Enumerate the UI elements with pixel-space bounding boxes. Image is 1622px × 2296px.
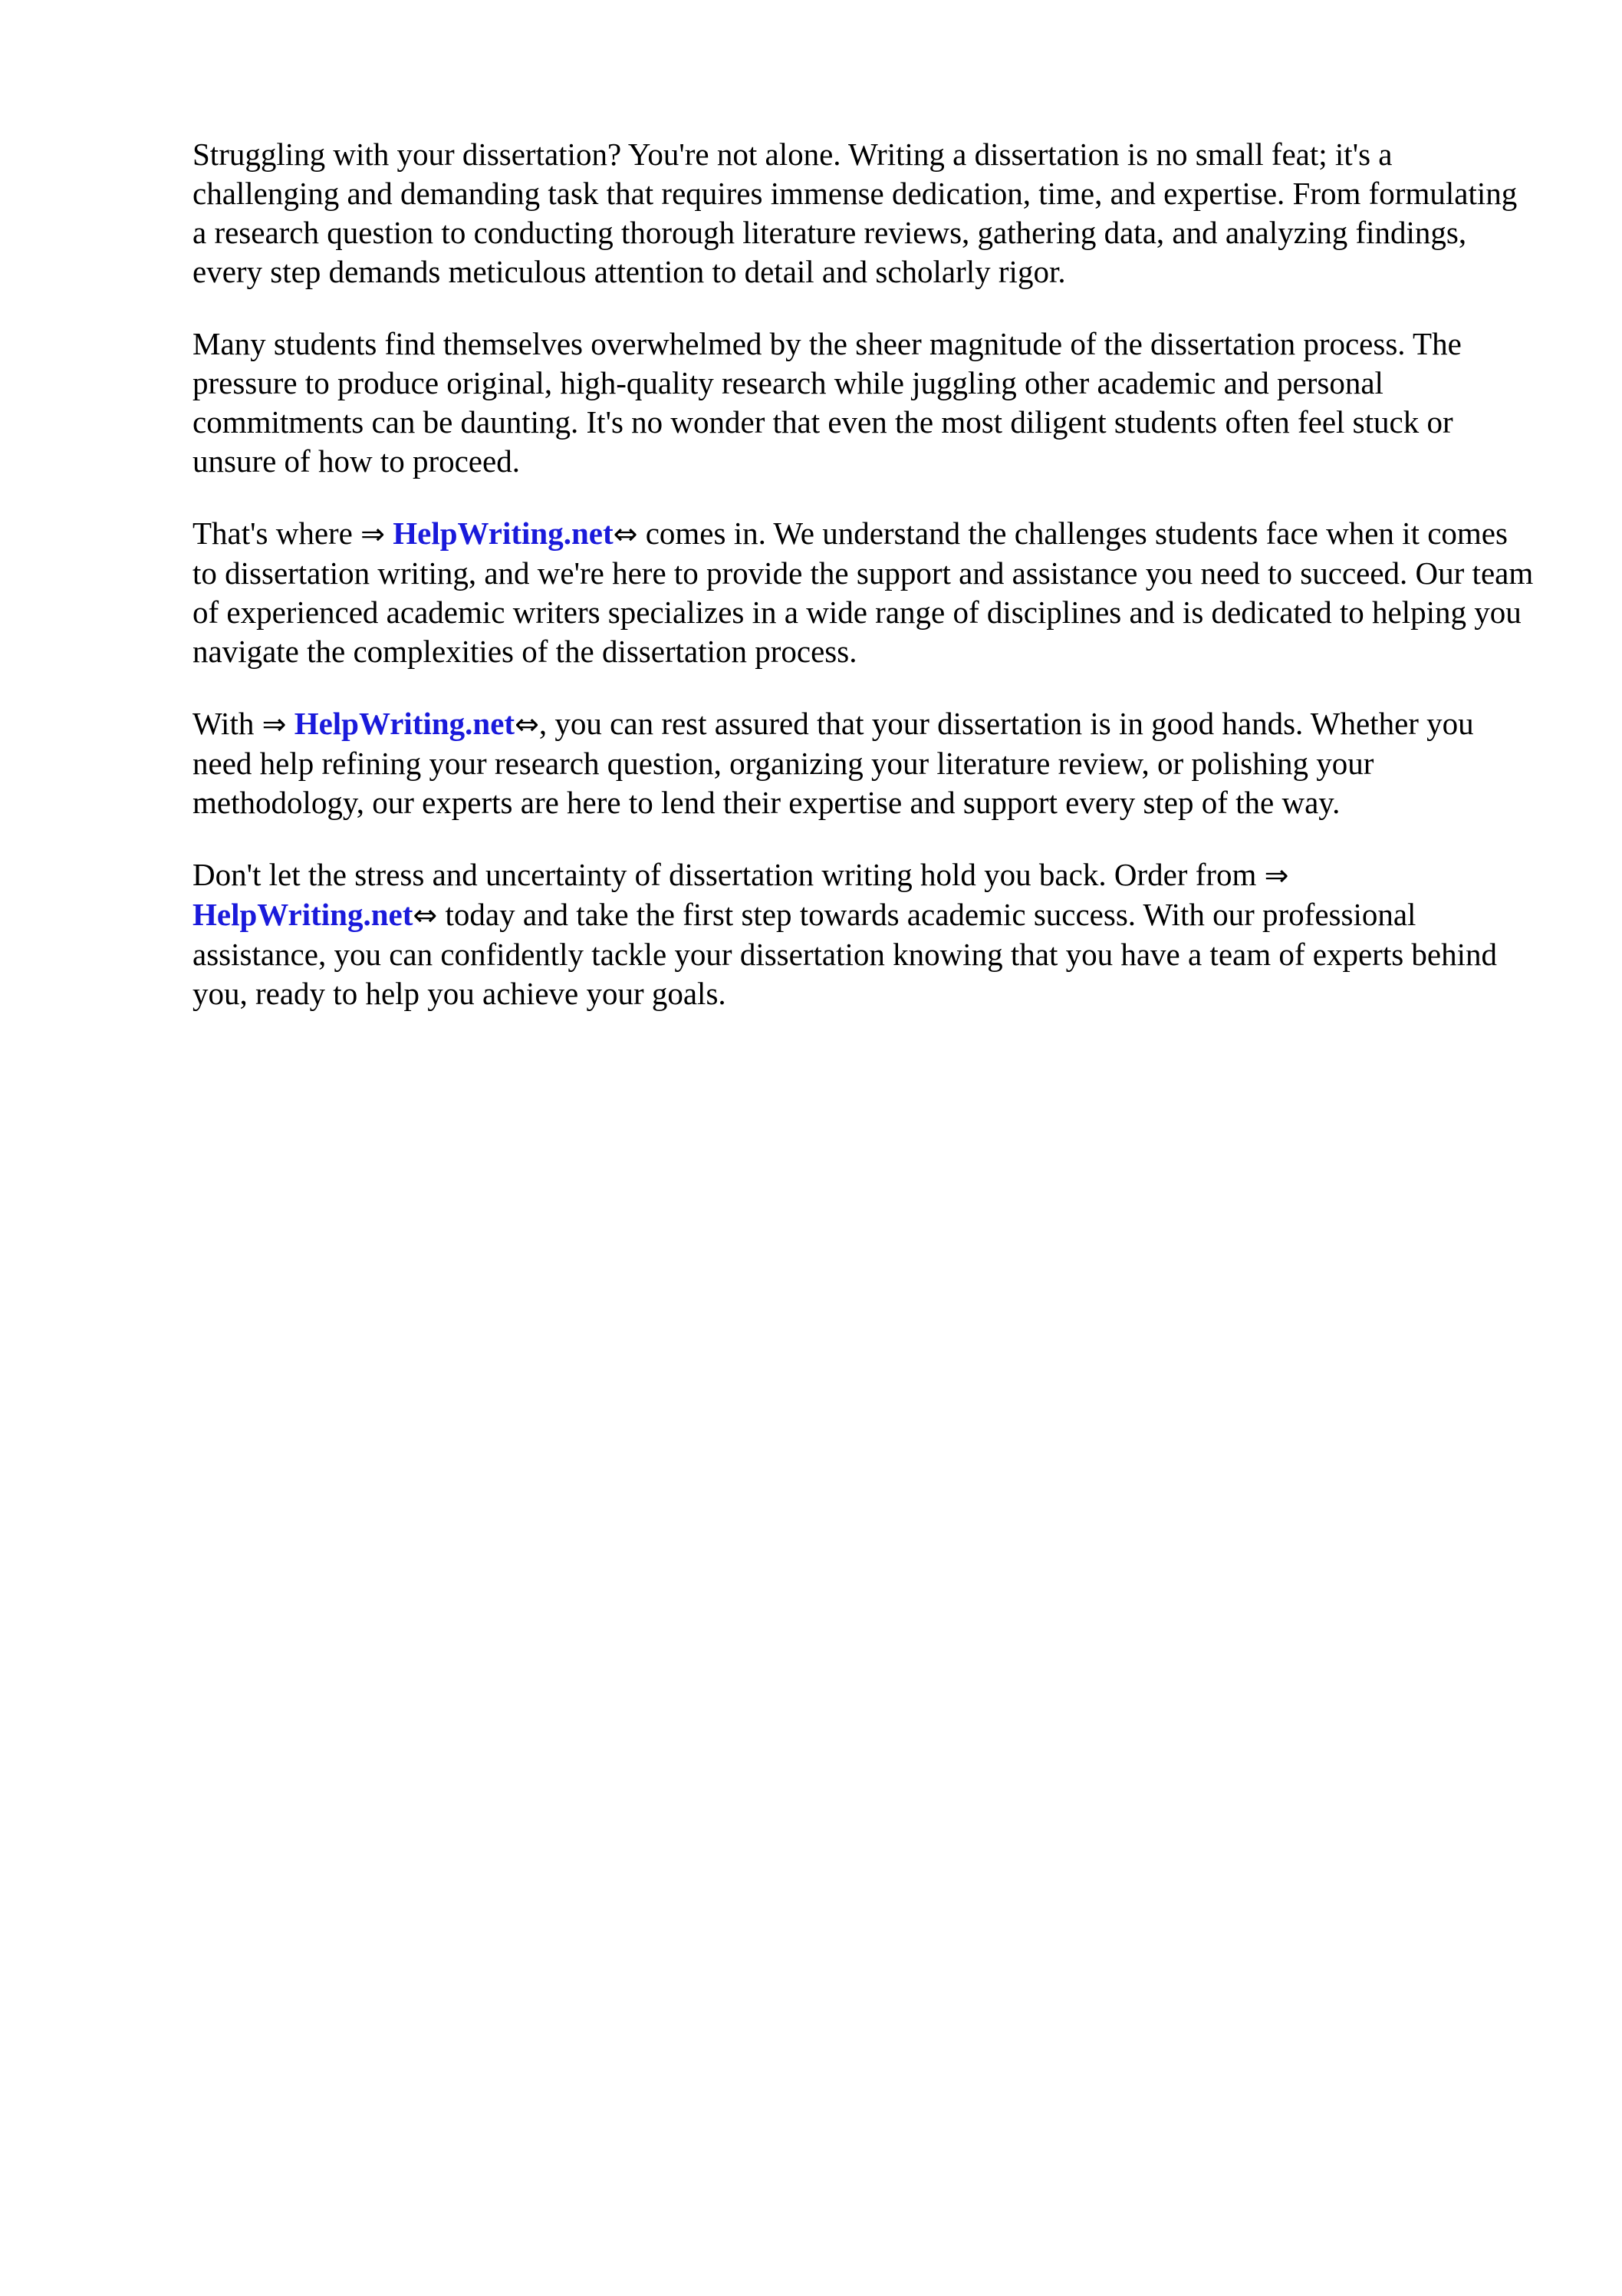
paragraph-overwhelmed-text: Many students find themselves overwhelmed by the sheer magnitude of the dissertation process. The pressure to produce original, high-quality research while juggling other academic and personal commitments can be daunting. It's no wonder that even the most diligent students often feel stuck or unsure of how to proceed. <box>192 326 1462 479</box>
paragraph-intro-text: Struggling with your dissertation? You're not alone. Writing a dissertation is no small feat; it's a challenging and demanding task that requires immense dedication, time, and expertise. From formulating a research question to conducting thorough literature reviews, gathering data, and analyzing findings, every step demands meticulous attention to detail and scholarly rigor. <box>192 137 1518 289</box>
paragraph-thats-where <box>192 514 1535 671</box>
helpwriting-link[interactable]: HelpWriting.net <box>393 516 614 551</box>
right-arrow-icon: ⇒ <box>360 517 385 551</box>
paragraph-with <box>192 704 1535 822</box>
helpwriting-link[interactable]: HelpWriting.net <box>192 897 413 932</box>
double-arrow-icon: ⇔ <box>413 898 438 932</box>
double-arrow-icon: ⇔ <box>613 517 638 551</box>
paragraph-thats-where-lead: That's where <box>192 516 353 551</box>
right-arrow-icon: ⇒ <box>262 707 287 741</box>
right-arrow-icon: ⇒ <box>1264 858 1289 892</box>
paragraph-order-lead: Don't let the stress and uncertainty of dissertation writing hold you back. Order from <box>192 857 1257 892</box>
paragraph-intro <box>192 135 1535 292</box>
paragraph-order-rest: today and take the first step towards academic success. With our professional assistance, you can confidently tackle your dissertation knowing that you have a team of experts behind you, ready to help you achieve your goals. <box>192 897 1497 1011</box>
helpwriting-link[interactable]: HelpWriting.net <box>294 706 515 741</box>
paragraph-thats-where-rest: comes in. We understand the challenges students face when it comes to dissertation writing, and we're here to provide the support and assistance you need to succeed. Our team of experienced academic writers specializes in a wide range of disciplines and is dedicated to helping you navigate the complexities of the dissertation process. <box>192 516 1534 669</box>
paragraph-overwhelmed <box>192 324 1535 481</box>
paragraph-with-lead: With <box>192 706 255 741</box>
double-arrow-icon: ⇔ <box>515 707 539 741</box>
document-body <box>192 135 1535 1046</box>
paragraph-order <box>192 855 1535 1013</box>
paragraph-with-rest: , you can rest assured that your dissertation is in good hands. Whether you need help refining your research question, organizing your literature review, or polishing your methodology, our experts are here to lend their expertise and support every step of the way. <box>192 706 1474 820</box>
